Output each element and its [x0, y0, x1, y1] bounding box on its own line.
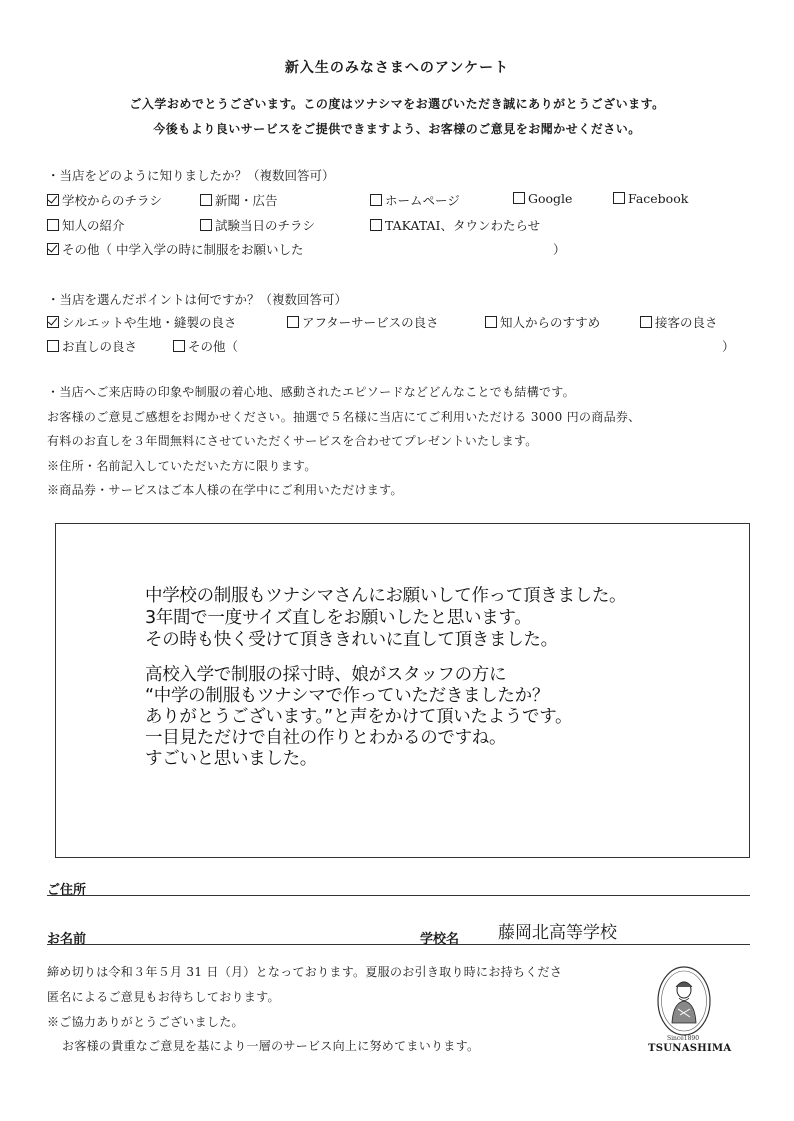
checkbox-checked[interactable] — [47, 316, 59, 328]
address-line[interactable] — [47, 895, 750, 896]
q1-option-homepage[interactable]: ホームページ — [370, 191, 460, 209]
checkbox[interactable] — [287, 316, 299, 328]
q1-other-answer[interactable]: 中学入学の時に制服をお願いした — [116, 242, 304, 257]
q3-note-2: ※商品券・サービスはご本人様の在学中にご利用いただけます。 — [47, 483, 403, 497]
q2-option-silhouette[interactable]: シルエットや生地・縫製の良さ — [47, 313, 236, 331]
comment-line-7: 一目見ただけで自社の作りとわかるのですね。 — [145, 728, 507, 748]
school-value[interactable]: 藤岡北高等学校 — [498, 923, 617, 943]
q2-option-aftercare[interactable]: アフターサービスの良さ — [287, 313, 439, 331]
checkbox[interactable] — [640, 316, 652, 328]
q1-question: ・当店をどのように知りましたか？（複数回答可） — [47, 168, 335, 183]
q1-option-facebook[interactable]: Facebook — [613, 191, 688, 206]
q2-option-alterations[interactable]: お直しの良さ — [47, 337, 137, 355]
checkbox[interactable] — [613, 192, 625, 204]
checkbox-checked[interactable] — [47, 194, 59, 206]
intro-line-2: 今後もより良いサービスをご提供できますよう、お客様のご意見をお聞かせください。 — [153, 122, 641, 136]
intro-line-1: ご入学おめでとうございます。この度はツナシマをお選びいただき誠にありがとうございます。 — [129, 97, 665, 111]
comment-line-4: 高校入学で制服の採寸時、娘がスタッフの方に — [145, 665, 507, 685]
q3-line-1: ・当店へご来店時の印象や制服の着心地、感動されたエピソードなどどんなことでも結構です。 — [47, 385, 575, 399]
checkbox[interactable] — [200, 194, 212, 206]
survey-title: 新入生のみなさまへのアンケート — [284, 60, 510, 76]
deadline-note: 締め切りは令和３年５月 31 日（月）となっております。夏服のお引き取り時にお持ちくださ — [47, 965, 563, 979]
q2-option-other[interactable]: その他（ — [173, 337, 238, 355]
q1-option-takatai[interactable]: TAKATAI、タウンわたらせ — [370, 216, 540, 234]
q1-option-newspaper[interactable]: 新聞・広告 — [200, 191, 278, 209]
q3-note-1: ※住所・名前記入していただいた方に限ります。 — [47, 459, 317, 473]
q2-option-recommendation[interactable]: 知人からのすすめ — [485, 313, 600, 331]
checkbox[interactable] — [485, 316, 497, 328]
q1-option-school-flyer[interactable]: 学校からのチラシ — [47, 191, 162, 209]
comment-line-5: “中学の制服もツナシマで作っていただきましたか？ — [145, 686, 550, 706]
comment-line-8: すごいと思いました。 — [145, 749, 317, 769]
q3-line-2: お客様のご意見ご感想をお聞かせください。抽選で５名様に当店にてご利用いただける 3000 円の商品券、 — [47, 410, 641, 424]
comment-line-6: ありがとうございます。”と声をかけて頂いたようです。 — [145, 707, 573, 727]
q3-line-3: 有料のお直しを３年間無料にさせていただくサービスを合わせてプレゼントいたします。 — [47, 434, 538, 448]
checkbox[interactable] — [370, 219, 382, 231]
logo-brand: TSUNASHIMA — [648, 1043, 732, 1054]
address-label: ご住所 — [47, 883, 87, 898]
checkbox[interactable] — [47, 219, 59, 231]
checkbox[interactable] — [513, 192, 525, 204]
school-label: 学校名 — [420, 932, 460, 947]
thanks-note: ※ご協力ありがとうございました。 — [47, 1015, 244, 1029]
tsunashima-logo-icon — [656, 965, 712, 1037]
checkbox[interactable] — [173, 340, 185, 352]
checkbox[interactable] — [370, 194, 382, 206]
comment-line-1: 中学校の制服もツナシマさんにお願いして作って頂きました。 — [145, 586, 627, 606]
q2-question: ・当店を選んだポイントは何ですか？（複数回答可） — [47, 292, 348, 307]
checkbox[interactable] — [47, 340, 59, 352]
q1-other-close: ） — [553, 242, 566, 257]
name-line[interactable] — [47, 944, 750, 945]
q2-option-service[interactable]: 接客の良さ — [640, 313, 718, 331]
q1-option-referral[interactable]: 知人の紹介 — [47, 216, 125, 234]
logo-since: Since1890 — [666, 1035, 700, 1042]
checkbox[interactable] — [200, 219, 212, 231]
checkbox-checked[interactable] — [47, 243, 59, 255]
comment-line-3: その時も快く受けて頂ききれいに直して頂きました。 — [145, 630, 558, 650]
q2-other-close: ） — [722, 339, 735, 354]
name-label: お名前 — [47, 932, 87, 947]
service-note: お客様の貴重なご意見を基により一層のサービス向上に努めてまいります。 — [62, 1039, 480, 1053]
q1-option-google[interactable]: Google — [513, 191, 572, 206]
anonymous-note: 匿名によるご意見もお待ちしております。 — [47, 990, 280, 1004]
q1-option-other[interactable]: その他（ 中学入学の時に制服をお願いした — [47, 240, 304, 258]
comment-line-2: 3年間で一度サイズ直しをお願いしたと思います。 — [145, 608, 532, 628]
q1-option-exam-flyer[interactable]: 試験当日のチラシ — [200, 216, 315, 234]
